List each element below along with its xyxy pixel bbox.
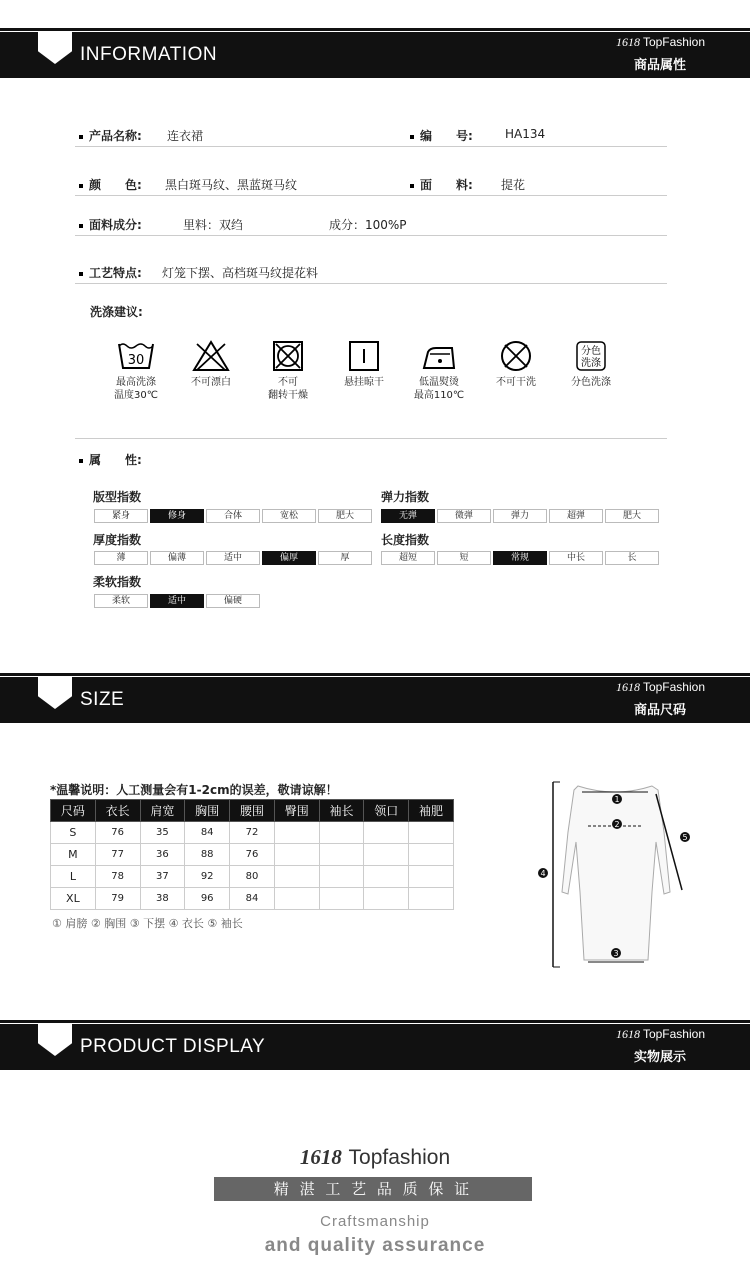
product-code: HA134 (505, 127, 546, 141)
attr-fit-label: 版型指数 (93, 490, 142, 504)
attr-elastic-chips (381, 509, 659, 523)
shield-icon (38, 677, 72, 709)
brand-logo: 1618 TopFashion (615, 1027, 705, 1041)
attr-chip: 超短 (381, 551, 435, 565)
attr-thick-chips (94, 551, 372, 565)
size-cell (319, 844, 364, 866)
size-cell: 96 (185, 888, 230, 910)
section-title: PRODUCT DISPLAY (80, 1036, 266, 1057)
attr-chip: 长 (605, 551, 659, 565)
wash-label: 洗涤建议: (90, 305, 143, 319)
attr-chip: 偏硬 (206, 594, 260, 608)
separate-wash-icon (572, 340, 610, 372)
product-lining: 里料：双绉 (183, 218, 244, 232)
attr-elastic-label: 弹力指数 (381, 490, 430, 504)
size-header-cell: 袖肥 (409, 800, 454, 822)
footer-brand: 1618 Topfashion (299, 1145, 451, 1169)
section-title-cn: 商品尺码 (633, 703, 686, 718)
no-dry-clean-icon (497, 340, 535, 372)
attr-chip: 合体 (206, 509, 260, 523)
size-cell: 72 (230, 822, 275, 844)
info-row-material: 面料成分: 里料：双绉 成分：100%P (75, 212, 667, 236)
product-content: 成分：100%P (329, 218, 407, 232)
section-title-cn: 实物展示 (633, 1050, 686, 1065)
size-header-cell: 肩宽 (140, 800, 185, 822)
brand-logo: 1618 TopFashion (615, 680, 705, 694)
info-row-color: 颜 色: 黑白斑马纹、黑蓝斑马纹 面 料: 提花 (75, 172, 667, 196)
attr-length-chips (381, 551, 659, 565)
wash-item: 不可漂白 (176, 340, 246, 389)
attr-chip: 薄 (94, 551, 148, 565)
size-cell: 36 (140, 844, 185, 866)
svg-text:洗涤: 洗涤 (581, 358, 601, 369)
attr-chip: 短 (437, 551, 491, 565)
table-row (51, 866, 454, 888)
table-row (51, 844, 454, 866)
wash-item: 不可干洗 (481, 340, 551, 389)
table-row (51, 888, 454, 910)
size-cell: 78 (95, 866, 140, 888)
attr-length-label: 长度指数 (381, 533, 430, 547)
section-banner-size (0, 677, 750, 723)
size-cell: 77 (95, 844, 140, 866)
divider (75, 438, 667, 439)
size-cell: 84 (230, 888, 275, 910)
size-cell: 80 (230, 866, 275, 888)
slogan-en-2: and quality assurance (264, 1235, 486, 1256)
size-cell (319, 866, 364, 888)
size-cell (364, 866, 409, 888)
wash-item: 低温熨烫 最高110℃ (404, 340, 474, 402)
shield-icon (38, 32, 72, 64)
size-legend: ① 肩膀 ② 胸围 ③ 下摆 ④ 衣长 ⑤ 袖长 (52, 917, 243, 930)
wash-item: 悬挂晾干 (329, 340, 399, 389)
attr-chip: 弹力 (493, 509, 547, 523)
size-cell: 38 (140, 888, 185, 910)
attr-chip: 适中 (206, 551, 260, 565)
attr-chip: 厚 (318, 551, 372, 565)
attr-chip: 肥大 (605, 509, 659, 523)
attr-chip: 紧身 (94, 509, 148, 523)
size-header-cell: 袖长 (319, 800, 364, 822)
attr-chip: 宽松 (262, 509, 316, 523)
attr-chip: 中长 (549, 551, 603, 565)
slogan-banner: 精 湛 工 艺 品 质 保 证 (214, 1177, 532, 1201)
size-table (50, 799, 454, 910)
size-cell (274, 822, 319, 844)
size-header-cell: 尺码 (51, 800, 96, 822)
size-cell: 84 (185, 822, 230, 844)
product-craft: 灯笼下摆、高档斑马纹提花料 (162, 266, 319, 280)
product-fabric: 提花 (501, 178, 526, 192)
attr-chip: 偏薄 (150, 551, 204, 565)
attr-chip: 常规 (493, 551, 547, 565)
size-header-cell: 衣长 (95, 800, 140, 822)
product-name: 连衣裙 (167, 129, 204, 143)
info-row-craft: 工艺特点: 灯笼下摆、高档斑马纹提花料 (75, 260, 667, 284)
wash-30-icon (117, 340, 155, 372)
size-header-cell: 腰围 (230, 800, 275, 822)
section-title: SIZE (80, 689, 125, 710)
size-cell (364, 822, 409, 844)
section-banner-information (0, 32, 750, 78)
size-cell (409, 888, 454, 910)
svg-text:2: 2 (614, 820, 620, 829)
no-bleach-icon (192, 340, 230, 372)
attr-fit-chips (94, 509, 372, 523)
size-cell (364, 888, 409, 910)
no-tumble-dry-icon (269, 340, 307, 372)
size-cell (274, 866, 319, 888)
slogan-en-1: Craftsmanship (320, 1213, 430, 1230)
table-row (51, 822, 454, 844)
svg-text:1: 1 (614, 795, 620, 804)
size-header-cell: 臀围 (274, 800, 319, 822)
size-cell: 79 (95, 888, 140, 910)
size-header-cell: 领口 (364, 800, 409, 822)
product-color: 黑白斑马纹、黑蓝斑马纹 (165, 178, 298, 192)
attr-chip: 超弹 (549, 509, 603, 523)
size-cell (364, 844, 409, 866)
size-cell: 35 (140, 822, 185, 844)
hang-dry-icon (345, 340, 383, 372)
size-cell (319, 822, 364, 844)
size-cell: L (51, 866, 96, 888)
attr-soft-label: 柔软指数 (93, 575, 142, 589)
low-iron-icon (420, 340, 458, 372)
attr-soft-chips (94, 594, 260, 608)
dress-measure-diagram (530, 772, 700, 972)
svg-text:30: 30 (127, 353, 145, 368)
attr-chip: 无弹 (381, 509, 435, 523)
section-title: INFORMATION (80, 44, 218, 65)
svg-text:3: 3 (613, 949, 619, 958)
wash-item: 不可 翻转干燥 (253, 340, 323, 402)
size-cell: 76 (95, 822, 140, 844)
banner-rule (0, 673, 750, 676)
banner-rule (0, 1020, 750, 1023)
size-cell (319, 888, 364, 910)
size-cell: 92 (185, 866, 230, 888)
size-cell (274, 888, 319, 910)
attr-chip: 柔软 (94, 594, 148, 608)
size-note: *温馨说明：人工测量会有1-2cm的误差，敬请谅解！ (50, 783, 338, 797)
size-cell (274, 844, 319, 866)
wash-item: 30 最高洗涤 温度30℃ (101, 340, 171, 402)
size-cell: 88 (185, 844, 230, 866)
attr-label: 属 性: (79, 451, 142, 468)
svg-text:5: 5 (682, 833, 688, 842)
shield-icon (38, 1024, 72, 1056)
size-cell: M (51, 844, 96, 866)
size-cell (409, 822, 454, 844)
section-banner-display (0, 1024, 750, 1070)
attr-chip: 偏厚 (262, 551, 316, 565)
attr-chip: 微弹 (437, 509, 491, 523)
size-cell: S (51, 822, 96, 844)
attr-thick-label: 厚度指数 (93, 533, 142, 547)
svg-text:分色: 分色 (581, 346, 601, 357)
size-header-cell: 胸围 (185, 800, 230, 822)
wash-item: 分色 洗涤 分色洗涤 (556, 340, 626, 389)
attr-chip: 适中 (150, 594, 204, 608)
attr-chip: 修身 (150, 509, 204, 523)
size-cell (409, 866, 454, 888)
section-title-cn: 商品属性 (633, 58, 686, 73)
svg-text:4: 4 (540, 869, 546, 878)
attr-chip: 肥大 (318, 509, 372, 523)
brand-logo: 1618 TopFashion (615, 35, 705, 49)
size-cell: 37 (140, 866, 185, 888)
size-cell: 76 (230, 844, 275, 866)
banner-rule (0, 28, 750, 31)
size-cell: XL (51, 888, 96, 910)
info-row-name: 产品名称: 连衣裙 编 号: HA134 (75, 123, 667, 147)
size-cell (409, 844, 454, 866)
